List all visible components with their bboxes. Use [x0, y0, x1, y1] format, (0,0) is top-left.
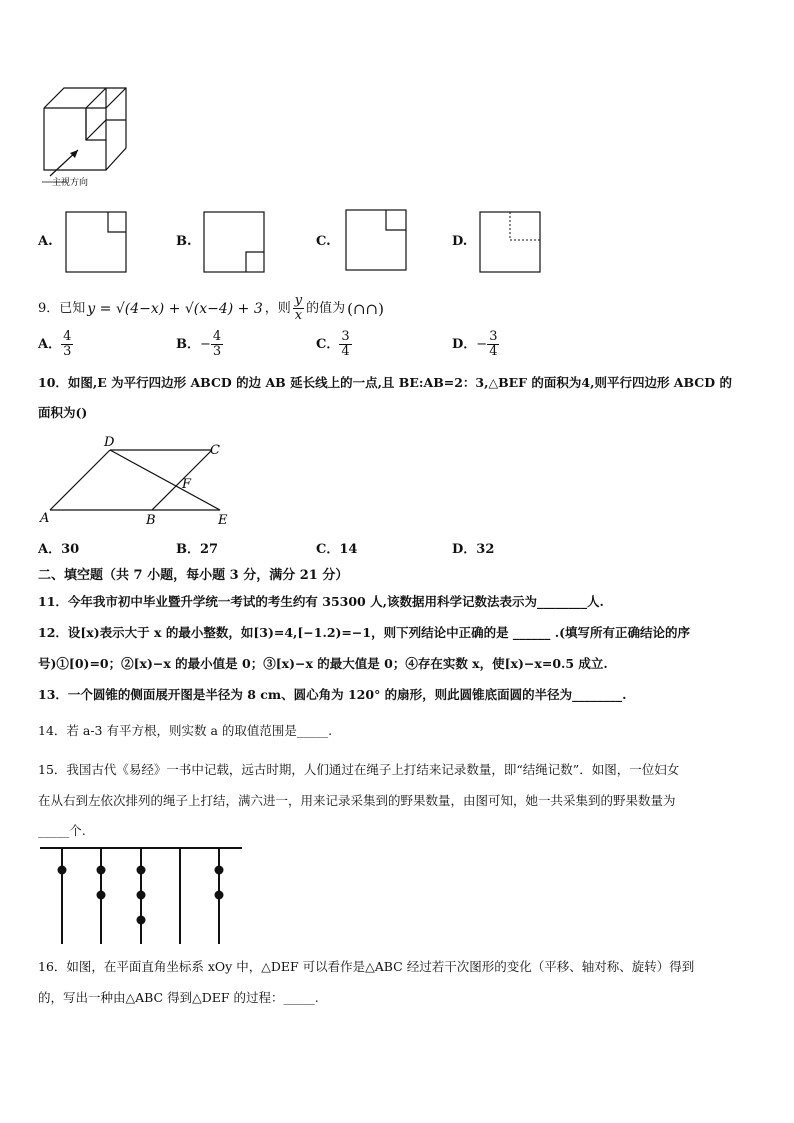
knot [215, 891, 224, 900]
q9-paren: (∩∩) [347, 299, 384, 318]
label-e: E [218, 513, 228, 528]
q9-frac-num: y [294, 293, 303, 308]
label-b: B [146, 513, 156, 528]
knot [58, 866, 67, 875]
q11-text: 11．今年我市初中毕业暨升学统一考试的考生约有 35300 人,该数据用科学记数法表示为________人. [38, 594, 604, 609]
q8-option-d-view [478, 210, 544, 274]
q9-option-b-sign: − [200, 336, 211, 352]
label-d: D [104, 435, 115, 450]
q9-option-b-fraction [211, 330, 223, 359]
q9-option-b [176, 330, 223, 359]
q9-middle: ，则 [264, 300, 291, 316]
q9-option-d-sign: − [476, 336, 488, 352]
q9-fraction [293, 294, 304, 323]
q8-option-a-label: A. [38, 234, 53, 249]
q15-line1: 15．我国古代《易经》一书中记载，远古时期，人们通过在绳子上打结来记录数量，即“结绳记数”．如图，一位妇女 [38, 762, 680, 777]
q9-option-a-fraction [61, 330, 73, 359]
q9-option-c-num: 3 [341, 329, 350, 344]
q10-line2: 面积为() [38, 405, 88, 420]
q9-option-d-fraction [487, 330, 499, 359]
q9-option-c [316, 330, 352, 359]
q15-line3: _____个. [38, 823, 86, 838]
q9-prefix: 9．已知 [38, 300, 86, 316]
q8-option-a-view [64, 210, 130, 274]
q12-line2: 号)①[0)=0；②[x)−x 的最小值是 0；③[x)−x 的最大值是 0；④存在实数 x，使[x)−x=0.5 成立. [38, 656, 608, 671]
q16-line2: 的，写出一种由△ABC 得到△DEF 的过程：_____. [38, 990, 319, 1005]
q9-option-c-letter: C． [316, 336, 340, 352]
label-f: F [182, 477, 192, 492]
q9-option-d-den: 4 [489, 344, 498, 359]
q8-option-b-label: B. [176, 234, 192, 249]
view-direction-label: 主视方向 [52, 178, 89, 188]
q16-line1: 16．如图，在平面直角坐标系 xOy 中，△DEF 可以看作是△ABC 经过若干次图形的变化（平移、轴对称、旋转）得到 [38, 959, 695, 974]
knot [215, 866, 224, 875]
knot [137, 916, 146, 925]
q10-option-a: A．30 [38, 542, 80, 557]
q10-option-b: B．27 [176, 542, 219, 557]
q13-text: 13．一个圆锥的侧面展开图是半径为 8 cm、圆心角为 120° 的扇形，则此圆锥底面圆的半径为________. [38, 687, 627, 702]
label-c: C [210, 443, 220, 458]
q9-suffix: 的值为 [306, 300, 346, 316]
label-a: A [40, 511, 50, 526]
q8-option-b-view [202, 210, 268, 274]
solid-figure [36, 78, 136, 190]
q9-option-a-den: 3 [63, 344, 72, 359]
knot [97, 866, 106, 875]
q9-option-d-letter: D． [452, 336, 477, 352]
q9-option-c-fraction [339, 330, 351, 359]
q9-option-a-letter: A． [38, 336, 62, 352]
section-heading: 二、填空题（共 7 小题，每小题 3 分，满分 21 分） [38, 568, 349, 583]
q9-option-c-den: 4 [341, 344, 350, 359]
q9-option-d-num: 3 [489, 329, 498, 344]
q9-option-b-num: 4 [212, 329, 222, 344]
q9-frac-den: x [294, 308, 303, 323]
q9-option-d [452, 330, 499, 359]
knot [137, 891, 146, 900]
q12-line1: 12．设[x)表示大于 x 的最小整数，如[3)=4,[−1.2)=−1，则下列结论中正确的是 ______ .(填写所有正确结论的序 [38, 625, 691, 640]
q8-option-d-label: D. [452, 234, 468, 249]
q10-option-d: D．32 [452, 542, 495, 557]
q8-option-c-label: C. [316, 234, 331, 249]
q15-line2: 在从右到左依次排列的绳子上打结，满六进一，用来记录采集到的野果数量，由图可知，她一共采集到的野果数量为 [38, 793, 676, 808]
q10-line1: 10．如图,E 为平行四边形 ABCD 的边 AB 延长线上的一点,且 BE:AB=2：3,△BEF 的面积为4,则平行四边形 ABCD 的 [38, 375, 732, 390]
knotted-ropes-figure [40, 842, 246, 948]
parallelogram-figure [34, 434, 244, 528]
q9-equation: y = √(4−x) + √(x−4) + 3 [87, 300, 263, 317]
knot [137, 866, 146, 875]
q8-option-c-view [344, 208, 410, 272]
q9-option-b-den: 3 [212, 344, 222, 359]
q9-stem [38, 294, 384, 323]
knot [97, 891, 106, 900]
q9-option-b-letter: B． [176, 336, 200, 352]
q9-option-a [38, 330, 73, 359]
q10-option-c: C．14 [316, 542, 358, 557]
q9-option-a-num: 4 [63, 329, 72, 344]
q14-text: 14．若 a-3 有平方根，则实数 a 的取值范围是_____. [38, 723, 333, 738]
